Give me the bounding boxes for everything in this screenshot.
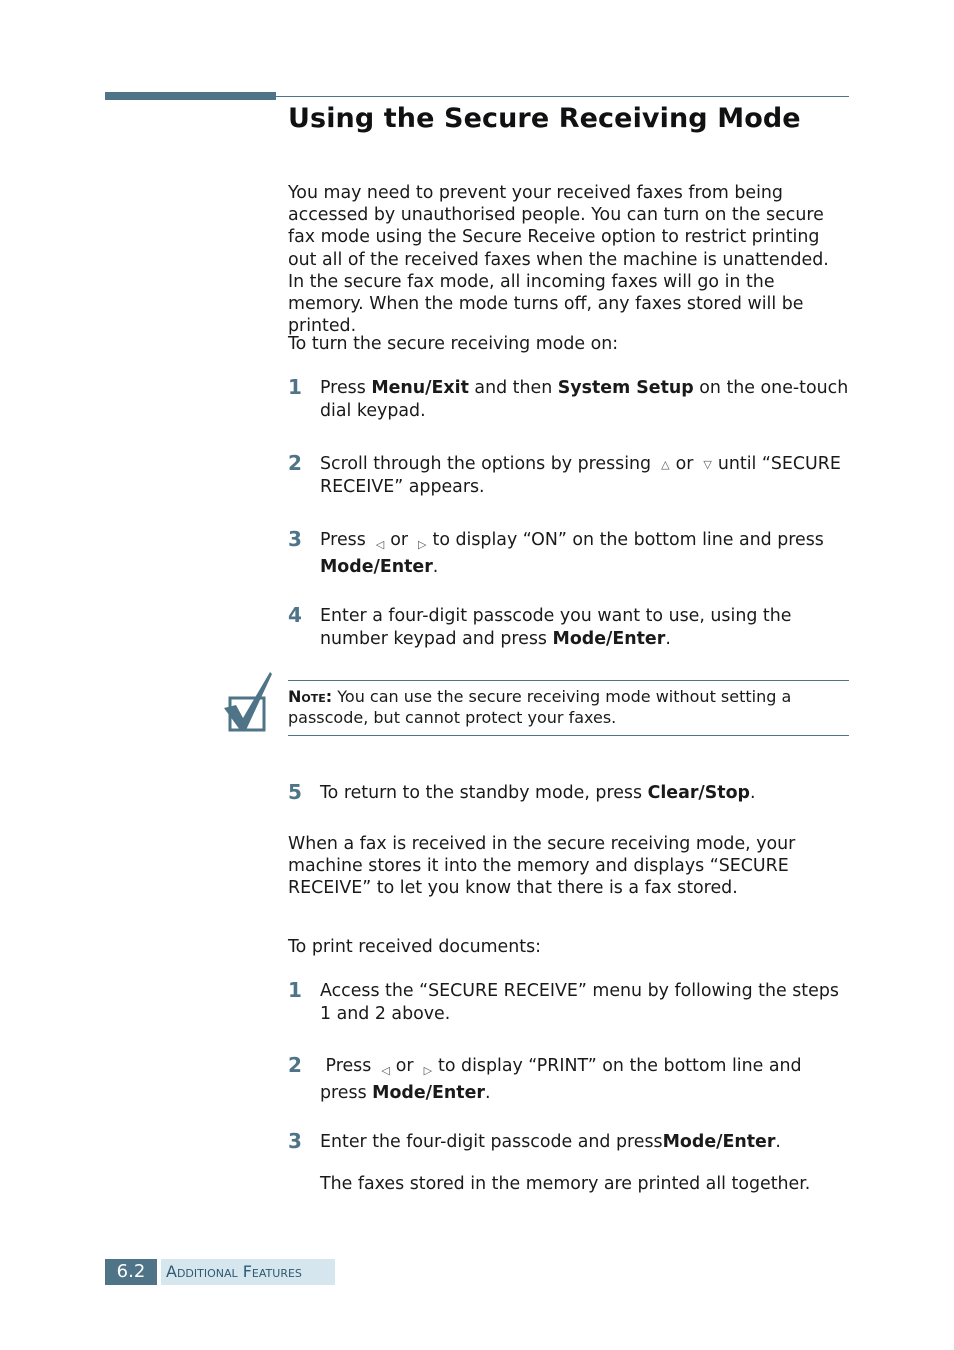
left-arrow-icon: ◁ [375,538,385,551]
note-bottom-rule [288,735,849,736]
section-label: Additional Features [161,1259,335,1285]
step-number: 5 [288,780,302,804]
note-label: Note: [288,687,333,706]
up-arrow-icon: △ [661,458,670,471]
header-rule-thin [276,96,849,97]
step-number: 1 [288,375,302,399]
step-text: To return to the standby mode, press Clear/Stop. [320,783,756,803]
turn-on-intro: To turn the secure receiving mode on: [288,334,619,354]
left-arrow-icon: ◁ [381,1064,390,1077]
step-number: 3 [288,1129,302,1153]
step-number: 2 [288,451,302,475]
header-rule-thick [105,92,276,100]
right-arrow-icon: ▷ [418,538,427,551]
page-title: Using the Secure Receiving Mode [288,103,801,134]
note-text: Note: You can use the secure receiving mode without setting a passcode, but cannot protect your faxes. [288,687,792,727]
step-text: Access the “SECURE RECEIVE” menu by following the steps 1 and 2 above. [320,981,839,1024]
step-number: 1 [288,978,302,1002]
step-text: Scroll through the options by pressing △ or ▽ until “SECURE RECEIVE” appears. [320,454,841,497]
page-number: 6.2 [105,1259,157,1285]
step-number: 4 [288,603,302,627]
step-text: Press ◁ or ▷ to display “PRINT” on the bottom line and press Mode/Enter. [320,1056,802,1103]
down-arrow-icon: ▽ [703,458,712,471]
intro-paragraph: You may need to prevent your received faxes from being accessed by unauthorised people. You can turn on the secure fax mode using the Secure Receive option to restrict printing out all of the received faxes when the machine is unattended. In the secure fax mode, all incoming faxes will go in the memory. When the mode turns off, any faxes stored will be printed. [288,183,829,337]
received-paragraph: When a fax is received in the secure receiving mode, your machine stores it into the memory and displays “SECURE RECEIVE” to let you know that there is a fax stored. [288,834,796,899]
step-text: Enter a four-digit passcode you want to use, using the number keypad and press Mode/Enter. [320,606,792,649]
checkmark-note-icon [222,670,276,736]
print-intro: To print received documents: [288,937,542,957]
step-number: 3 [288,527,302,551]
step-number: 2 [288,1053,302,1077]
step-text: Press ◁ or ▷ to display “ON” on the bottom line and press Mode/Enter. [320,530,824,577]
step-text: Enter the four-digit passcode and pressMode/Enter. [320,1132,781,1152]
step-result-text: The faxes stored in the memory are printed all together. [320,1174,811,1194]
note-top-rule [288,680,849,681]
right-arrow-icon: ▷ [423,1064,433,1077]
step-text: Press Menu/Exit and then System Setup on the one-touch dial keypad. [320,378,849,421]
